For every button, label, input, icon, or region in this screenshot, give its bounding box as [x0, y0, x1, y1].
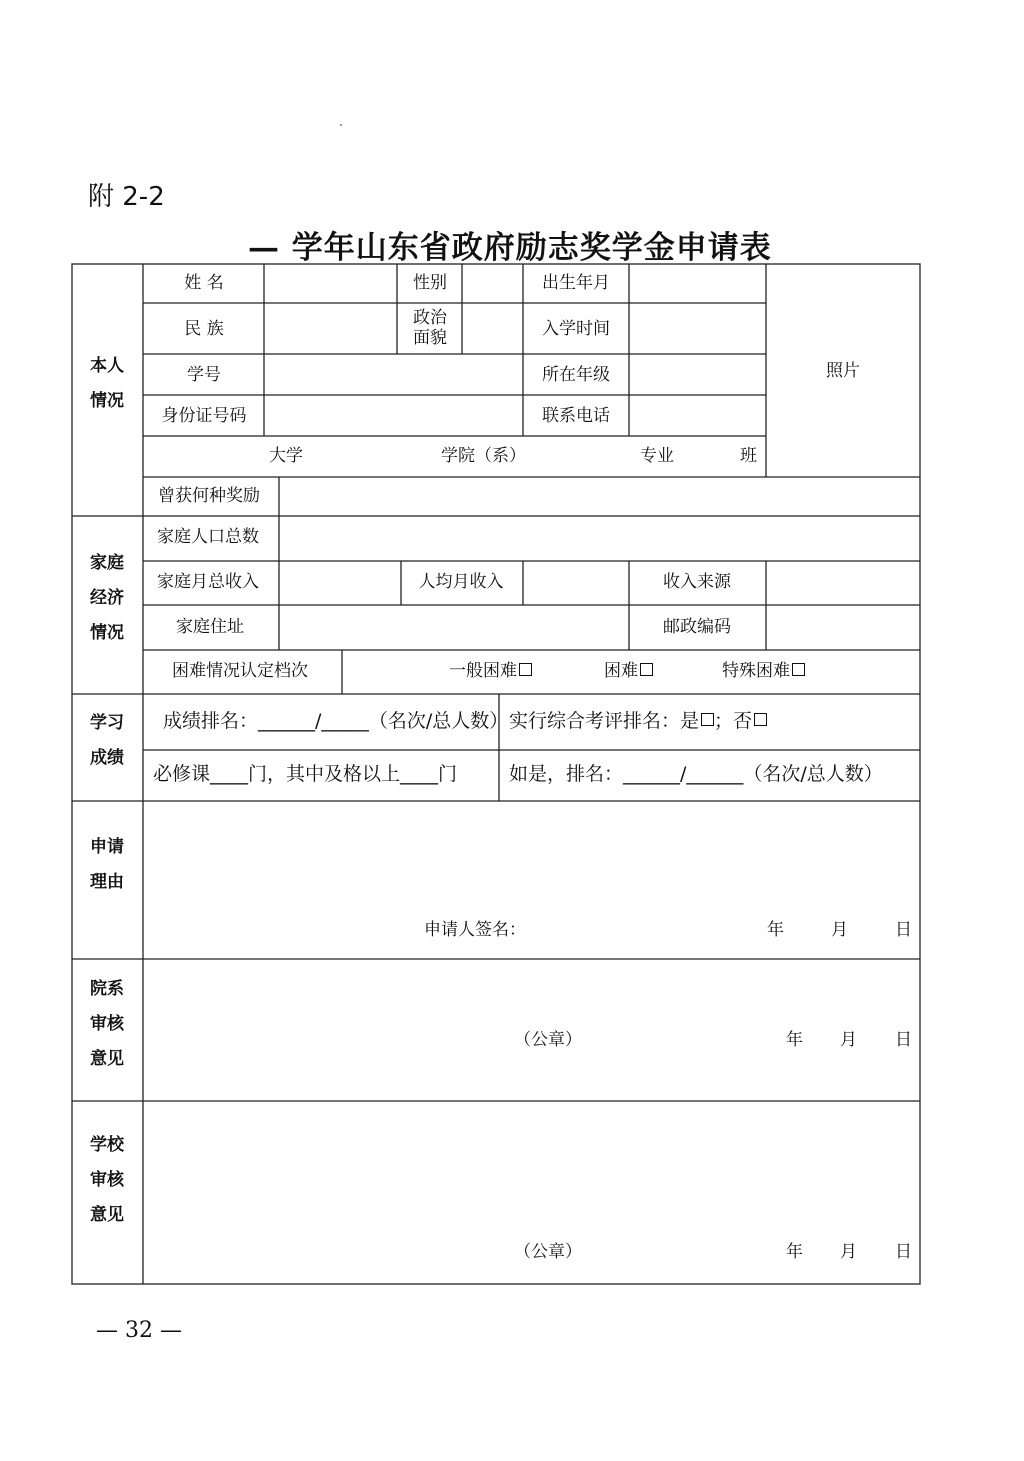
label-political-2: 面貌: [413, 328, 447, 348]
label-enroll: 入学时间: [542, 319, 610, 339]
label-id-number: 身份证号码: [161, 406, 247, 426]
option-hard-label: 困难: [604, 661, 638, 681]
section-dept-review: 院系 审核 意见: [90, 979, 124, 1069]
label-birth: 出生年月: [542, 273, 610, 293]
attachment-label: 附 2-2: [88, 182, 165, 212]
text-ranking: 成绩排名：______/_____（名次/总人数）: [163, 710, 509, 732]
label-address: 家庭住址: [176, 617, 244, 637]
dept-month: 月: [840, 1030, 857, 1050]
label-postcode: 邮政编码: [663, 617, 731, 637]
checkbox-special[interactable]: [792, 663, 805, 676]
option-special-difficulty[interactable]: [722, 663, 805, 680]
dept-day: 日: [895, 1030, 912, 1050]
checkbox-no[interactable]: [754, 713, 767, 726]
text-no: ；否: [714, 710, 753, 732]
school-year: 年: [786, 1242, 803, 1262]
photo-box: 照片: [826, 361, 860, 381]
form-title: — 学年山东省政府励志奖学金申请表: [248, 230, 772, 266]
comprehensive-eval: [509, 712, 767, 731]
label-college: 学院（系）: [441, 446, 526, 466]
label-university: 大学: [269, 446, 303, 466]
signature-label: 申请人签名：: [424, 920, 526, 940]
reason-day: 日: [895, 920, 912, 940]
label-awards: 曾获何种奖励: [158, 486, 260, 506]
text-if-yes-ranking: 如是，排名：______/______（名次/总人数）: [509, 763, 883, 785]
section-reason: 申请 理由: [90, 837, 124, 892]
reason-year: 年: [767, 920, 784, 940]
text-required-courses: 必修课____门，其中及格以上____门: [153, 763, 458, 785]
label-name: 姓 名: [184, 273, 224, 293]
label-difficulty-level: 困难情况认定档次: [172, 661, 308, 681]
school-month: 月: [840, 1242, 857, 1262]
text-comprehensive: 实行综合考评排名：是: [509, 710, 700, 732]
school-day: 日: [895, 1242, 912, 1262]
option-general-label: 一般困难: [449, 661, 517, 681]
section-personal: 本人 情况: [90, 356, 124, 411]
label-gender: 性别: [413, 273, 447, 293]
page-number: — 32 —: [96, 1318, 182, 1343]
dept-year: 年: [786, 1030, 803, 1050]
section-study: 学习 成绩: [90, 713, 124, 768]
section-school-review: 学校 审核 意见: [90, 1135, 124, 1225]
label-major: 专业: [640, 446, 674, 466]
school-seal: （公章）: [514, 1242, 582, 1262]
label-student-id: 学号: [187, 365, 221, 385]
label-population: 家庭人口总数: [157, 527, 259, 547]
label-class: 班: [740, 446, 757, 466]
label-grade: 所在年级: [542, 365, 610, 385]
option-special-label: 特殊困难: [722, 661, 790, 681]
label-monthly-income: 家庭月总收入: [157, 572, 259, 592]
option-difficulty[interactable]: [604, 663, 653, 680]
section-family: 家庭 经济 情况: [90, 553, 124, 643]
dept-seal: （公章）: [514, 1030, 582, 1050]
option-general-difficulty[interactable]: [449, 663, 532, 680]
checkbox-yes[interactable]: [701, 713, 714, 726]
checkbox-general[interactable]: [519, 663, 532, 676]
label-political-1: 政治: [413, 308, 447, 328]
label-phone: 联系电话: [542, 406, 610, 426]
reason-month: 月: [831, 920, 848, 940]
checkbox-hard[interactable]: [640, 663, 653, 676]
label-per-capita: 人均月收入: [418, 572, 504, 592]
label-ethnicity: 民 族: [184, 319, 224, 339]
label-income-source: 收入来源: [663, 572, 731, 592]
